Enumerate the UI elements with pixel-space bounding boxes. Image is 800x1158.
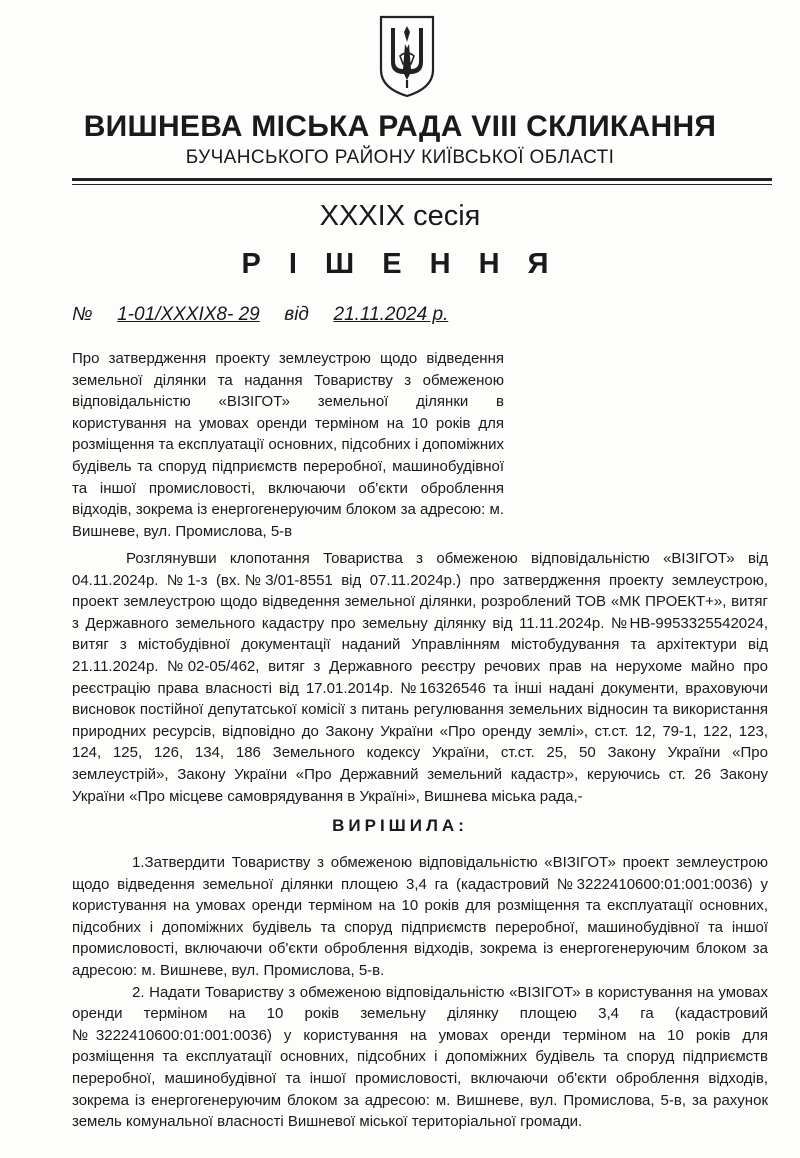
preamble-text: Розглянувши клопотання Товариства з обмеженою відповідальністю «ВІЗІГОТ» від 04.11.2024р. №1-з (вх.№3/01-8551 від 07.11.2024р.) про затвердження проекту землеустрою, проект землеустрою щодо відведення земельної ділянки, розроблений ТОВ «МК ПРОЕКТ+», витяг з Державного земельного кадастру про земельну ділянку від 11.11.2024р. №НВ-9953325542024, витяг з містобудівної документації наданий Управлінням містобудування та архітектури від 21.11.2024р. №02-05/462, витяг з Державного реєстру речових прав на нерухоме майно про реєстрацію права власності від 17.01.2014р. №16326546 та інші надані документи, враховуючи висновок постійної депутатської комісії з питань регулювання земельних відносин та використання природних ресурсів, відповідно до Закону України «Про оренду землі», ст.ст. 12, 79-1, 122, 123, 124, 125, 126, 134, 186 Земельного кодексу України, ст.ст. 25, 50 Закону України «Про землеустрій», Закону України «Про Державний земельний кадастр», керуючись ст. 26 Закону України «Про місцеве самоврядування в Україні», Вишнева міська рада,- bbox=[72, 550, 768, 805]
date-from-label: від bbox=[284, 304, 309, 325]
decision-date: 21.11.2024 р. bbox=[333, 304, 449, 325]
council-title: ВИШНЕВА МІСЬКА РАДА VIII СКЛИКАННЯ bbox=[83, 110, 717, 143]
number-prefix: № bbox=[72, 304, 93, 325]
decision-number-line bbox=[72, 304, 448, 326]
decision-number: 1-01/XXXIX8- 29 bbox=[117, 304, 260, 325]
council-subtitle: БУЧАНСЬКОГО РАЙОНУ КИЇВСЬКОЇ ОБЛАСТІ bbox=[185, 147, 615, 168]
resolution-item-2: 2. Надати Товариству з обмеженою відповідальністю «ВІЗІГОТ» в користування на умовах оренди терміном на 10 років земельну ділянку площею 3,4 га (кадастровий №3222410600:01:001:0036) у користування на умовах оренди терміном на 10 років для розміщення та експлуатації основних, підсобних і допоміжних будівель та споруд підприємств переробної, машинобудівної та іншої промисловості, включаючи об'єкти оброблення відходів, зокрема із енергогенеруючим блоком за адресою: м. Вишневе, вул. Промислова, 5-в, за рахунок земель комунальної власності Вишневої міської територіальної громади. bbox=[72, 983, 768, 1131]
resolved-heading: ВИРІШИЛА: bbox=[332, 816, 468, 835]
decision-subject bbox=[72, 348, 504, 542]
document-type-heading: Р І Ш Е Н Н Я bbox=[241, 248, 559, 280]
subject-text: Про затвердження проекту землеустрою щодо відведення земельної ділянки та надання Товариству з обмеженою відповідальністю «ВІЗІГОТ» земельної ділянки в користування на умовах оренди терміном на 10 років для розміщення та експлуатації основних, підсобних і допоміжних будівель та споруд підприємств переробної, машинобудівної та іншої промисловості, включаючи об'єкти оброблення відходів, зокрема із енергогенеруючим блоком за адресою: м. Вишневе, вул. Промислова, 5-в bbox=[72, 350, 504, 540]
resolution-item-1: 1.Затвердити Товариству з обмеженою відповідальністю «ВІЗІГОТ» проект землеустрою щодо відведення земельної ділянки площею 3,4 га (кадастровий №3222410600:01:001:0036) у користування на умовах оренди терміном на 10 років для розміщення та експлуатації основних, підсобних і допоміжних будівель та споруд підприємств переробної, машинобудівної та іншої промисловості, включаючи об'єкти оброблення відходів, зокрема із енергогенеруючим блоком за адресою: м. Вишневе, вул. Промислова, 5-в. bbox=[72, 854, 768, 979]
session-title: XXXIX сесія bbox=[319, 200, 481, 232]
preamble bbox=[72, 548, 768, 807]
resolution-items bbox=[72, 852, 768, 1133]
trident-coat-of-arms-icon bbox=[378, 14, 436, 98]
header-divider bbox=[72, 178, 772, 181]
header-divider-thin bbox=[72, 184, 772, 185]
